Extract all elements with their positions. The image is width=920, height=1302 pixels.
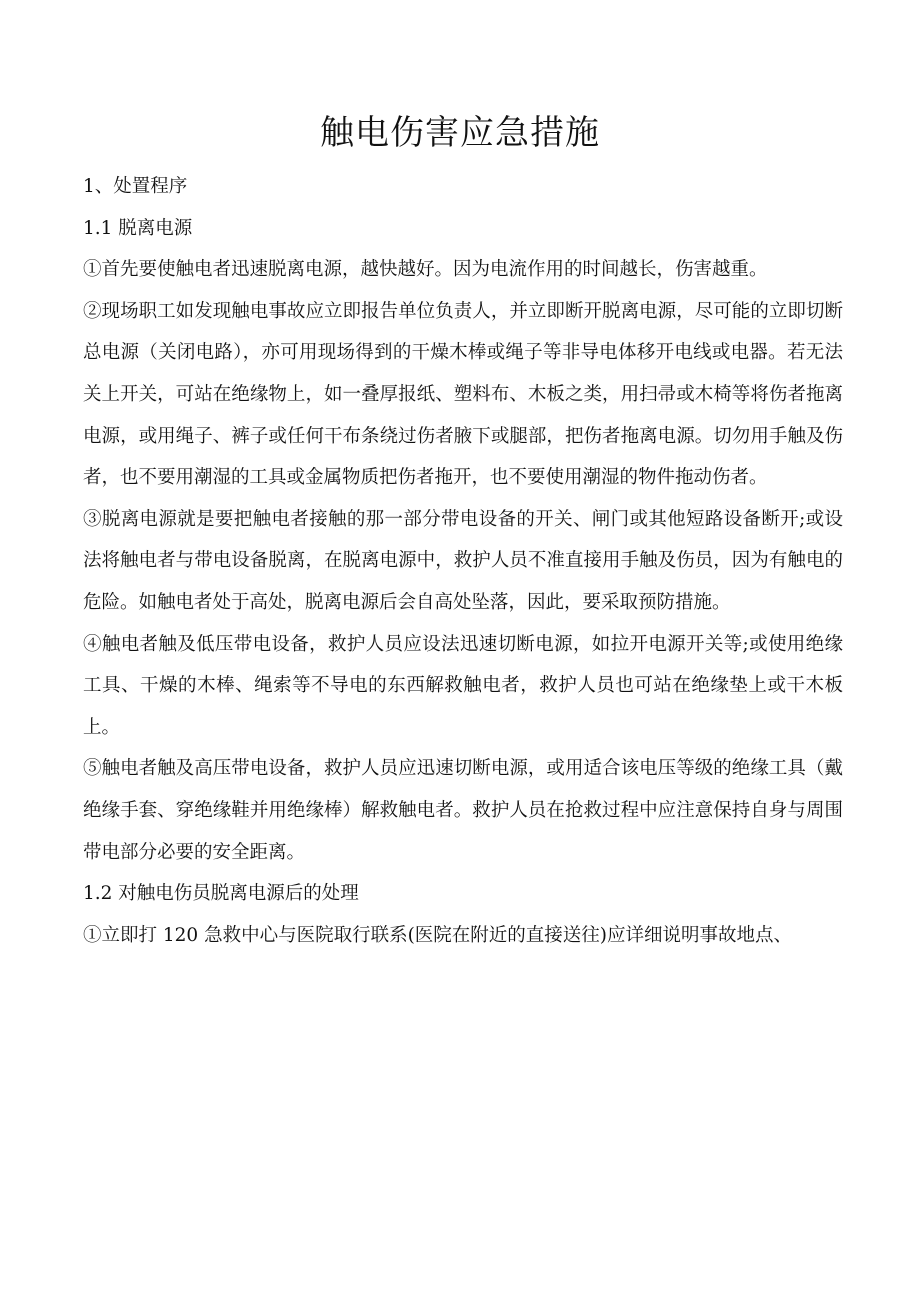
document-body xyxy=(83,166,843,956)
paragraph-1-1-5: ⑤触电者触及高压带电设备，救护人员应迅速切断电源，或用适合该电压等级的绝缘工具（戴绝缘手套、穿绝缘鞋并用绝缘棒）解救触电者。救护人员在抢救过程中应注意保持自身与周围带电部分必要的安全距离。 xyxy=(83,758,843,863)
section-1-2-heading: 1.2 对触电伤员脱离电源后的处理 xyxy=(83,883,359,905)
paragraph-1-2-1: ①立即打 120 急救中心与医院取行联系(医院在附近的直接送往)应详细说明事故地点、 xyxy=(83,924,793,946)
paragraph-1-1-2: ②现场职工如发现触电事故应立即报告单位负责人，并立即断开脱离电源，尽可能的立即切断总电源（关闭电路），亦可用现场得到的干燥木棒或绳子等非导电体移开电线或电器。若无法关上开关，可站在绝缘物上，如一叠厚报纸、塑料布、木板之类，用扫帚或木椅等将伤者拖离电源，或用绳子、裤子或任何干布条绕过伤者腋下或腿部，把伤者拖离电源。切勿用手触及伤者，也不要用潮湿的工具或金属物质把伤者拖开，也不要使用潮湿的物件拖动伤者。 xyxy=(83,300,843,489)
section-1-1-heading: 1.1 脱离电源 xyxy=(83,217,193,239)
paragraph-1-1-4: ④触电者触及低压带电设备，救护人员应设法迅速切断电源，如拉开电源开关等;或使用绝缘工具、干燥的木棒、绳索等不导电的东西解救触电者，救护人员也可站在绝缘垫上或干木板上。 xyxy=(83,633,843,738)
paragraph-1-1-1: ①首先要使触电者迅速脱离电源，越快越好。因为电流作用的时间越长，伤害越重。 xyxy=(83,259,768,281)
document-title: 触电伤害应急措施 xyxy=(320,113,600,153)
section-1-heading: 1、处置程序 xyxy=(83,176,188,197)
paragraph-1-1-3: ③脱离电源就是要把触电者接触的那一部分带电设备的开关、闸门或其他短路设备断开;或设法将触电者与带电设备脱离，在脱离电源中，救护人员不准直接用手触及伤员，因为有触电的危险。如触电者处于高处，脱离电源后会自高处坠落，因此，要采取预防措施。 xyxy=(83,508,843,613)
